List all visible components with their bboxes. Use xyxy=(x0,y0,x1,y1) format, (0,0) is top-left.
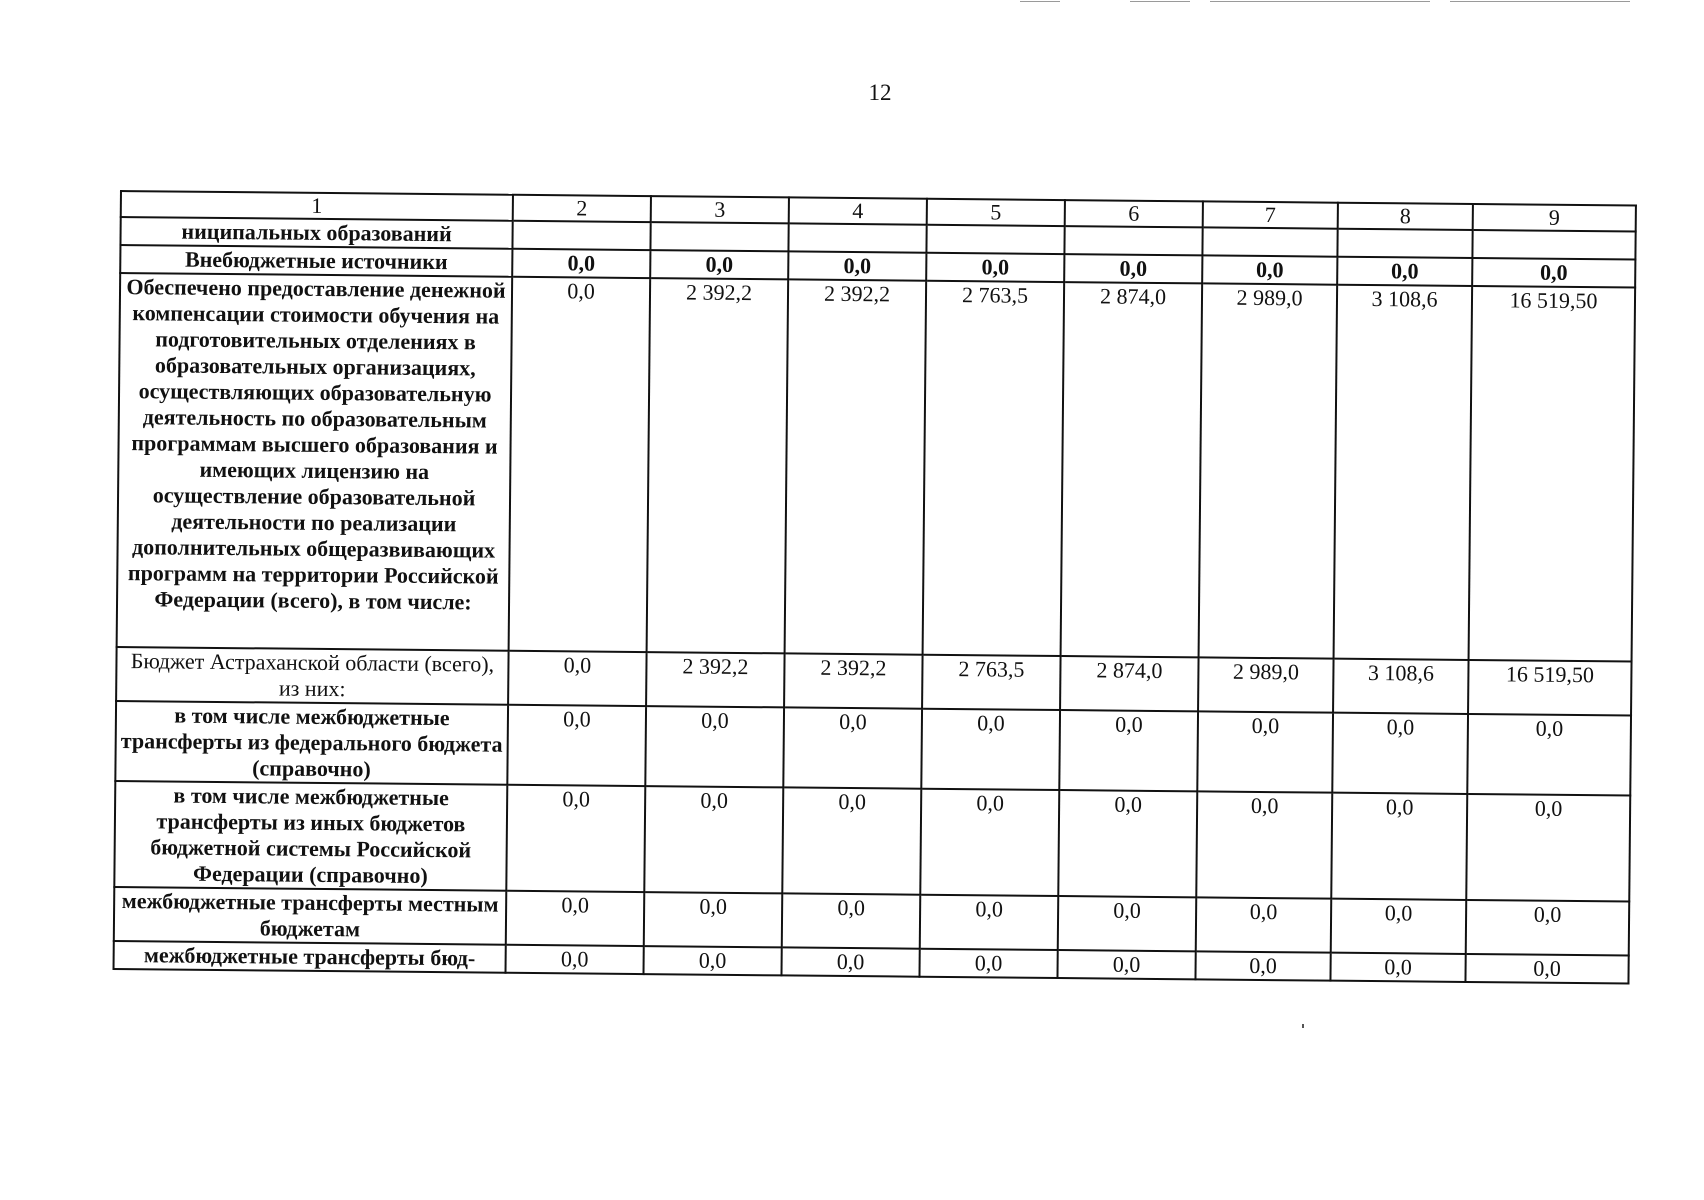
value-cell: 0,0 xyxy=(507,705,646,786)
column-number: 3 xyxy=(651,196,789,223)
value-cell: 0,0 xyxy=(1059,710,1198,791)
value-cell: 0,0 xyxy=(508,651,647,706)
value-cell: 0,0 xyxy=(1331,899,1467,954)
column-number: 9 xyxy=(1473,204,1636,232)
value-cell: 2 874,0 xyxy=(1061,282,1203,657)
value-cell: 3 108,6 xyxy=(1334,285,1473,660)
value-cell: 0,0 xyxy=(506,945,644,974)
column-number: 6 xyxy=(1065,200,1203,227)
value-cell: 2 392,2 xyxy=(646,652,785,707)
column-number: 2 xyxy=(513,195,651,222)
value-cell: 0,0 xyxy=(920,895,1059,950)
value-cell: 0,0 xyxy=(1337,257,1472,286)
value-cell: 2 989,0 xyxy=(1199,283,1338,658)
value-cell: 0,0 xyxy=(1331,793,1467,900)
value-cell: 0,0 xyxy=(643,946,781,975)
value-cell: 2 392,2 xyxy=(784,653,923,708)
value-cell: 0,0 xyxy=(1196,791,1332,898)
value-cell: 2 392,2 xyxy=(785,279,927,654)
value-cell: 2 763,5 xyxy=(922,655,1061,710)
value-cell: 0,0 xyxy=(1196,897,1332,952)
row-label: Внебюджетные источники xyxy=(120,245,512,277)
value-cell: 0,0 xyxy=(782,787,921,894)
table-container xyxy=(113,190,1635,985)
value-cell xyxy=(1337,229,1472,258)
column-number: 4 xyxy=(789,197,927,224)
value-cell: 0,0 xyxy=(1472,258,1635,288)
value-cell: 16 519,50 xyxy=(1469,286,1636,662)
row-label: Обеспечено предоставление денежной компенсации стоимости обучения на подготовительных отделениях в образовательных организациях, осуществляющих образовательную деятельность по образовательным программам высшего образования и имеющих лицензию на осуществление образовательной деятельности по реализации дополнительных общеразвивающих программ на территории Российской Федерации (всего), в том числе: xyxy=(117,273,513,651)
value-cell: 0,0 xyxy=(509,277,651,652)
value-cell: 0,0 xyxy=(512,249,650,278)
value-cell xyxy=(512,221,650,250)
value-cell: 0,0 xyxy=(921,709,1060,790)
row-label: Бюджет Астраханской области (всего), из них: xyxy=(116,647,509,705)
value-cell: 0,0 xyxy=(644,786,783,893)
value-cell: 16 519,50 xyxy=(1468,660,1632,716)
value-cell: 0,0 xyxy=(1465,954,1628,984)
row-label: межбюджетные трансферты бюд- xyxy=(114,941,506,973)
value-cell: 0,0 xyxy=(644,892,783,947)
value-cell: 0,0 xyxy=(1064,254,1202,283)
column-number: 5 xyxy=(927,199,1065,226)
value-cell: 0,0 xyxy=(1195,951,1330,980)
value-cell: 0,0 xyxy=(1057,950,1195,979)
value-cell: 0,0 xyxy=(1332,713,1468,794)
value-cell: 0,0 xyxy=(919,949,1057,978)
scan-speck xyxy=(1302,1024,1304,1028)
value-cell: 0,0 xyxy=(1466,794,1630,902)
value-cell: 0,0 xyxy=(1202,255,1337,284)
value-cell: 0,0 xyxy=(788,251,926,280)
table-row xyxy=(114,781,1630,902)
value-cell xyxy=(650,222,788,251)
budget-table xyxy=(113,190,1637,985)
value-cell: 0,0 xyxy=(1467,714,1631,796)
column-number: 1 xyxy=(121,191,513,221)
row-label: в том числе межбюджетные трансферты из иных бюджетов бюджетной системы Российской Федерации (справочно) xyxy=(114,781,507,891)
value-cell: 3 108,6 xyxy=(1333,659,1469,714)
value-cell xyxy=(926,225,1064,254)
column-number: 7 xyxy=(1203,201,1338,228)
value-cell: 0,0 xyxy=(781,947,919,976)
row-label: межбюджетные трансферты местным бюджетам xyxy=(114,887,507,945)
value-cell: 0,0 xyxy=(920,789,1059,896)
row-label: ниципальных образований xyxy=(120,217,512,249)
value-cell: 0,0 xyxy=(506,785,645,892)
value-cell: 0,0 xyxy=(645,706,784,787)
column-number: 8 xyxy=(1338,203,1473,230)
value-cell: 0,0 xyxy=(1197,711,1333,792)
row-label: в том числе межбюджетные трансферты из федерального бюджета (справочно) xyxy=(115,701,508,785)
value-cell xyxy=(1472,230,1635,260)
value-cell: 0,0 xyxy=(1058,790,1197,897)
value-cell: 0,0 xyxy=(1466,900,1630,956)
value-cell: 0,0 xyxy=(650,250,788,279)
value-cell: 0,0 xyxy=(1058,896,1197,951)
table-row xyxy=(115,701,1631,796)
value-cell: 0,0 xyxy=(783,707,922,788)
value-cell: 0,0 xyxy=(782,893,921,948)
value-cell xyxy=(1202,227,1337,256)
table-row xyxy=(117,273,1636,662)
page-number: 12 xyxy=(868,80,892,105)
scan-artifact-lines xyxy=(1020,0,1670,6)
value-cell xyxy=(788,223,926,252)
value-cell: 2 763,5 xyxy=(923,281,1065,656)
value-cell: 0,0 xyxy=(506,891,645,946)
value-cell xyxy=(1064,226,1202,255)
value-cell: 2 874,0 xyxy=(1060,656,1199,711)
value-cell: 2 392,2 xyxy=(647,278,789,653)
value-cell: 0,0 xyxy=(926,253,1064,282)
value-cell: 2 989,0 xyxy=(1198,657,1334,712)
value-cell: 0,0 xyxy=(1330,953,1465,982)
